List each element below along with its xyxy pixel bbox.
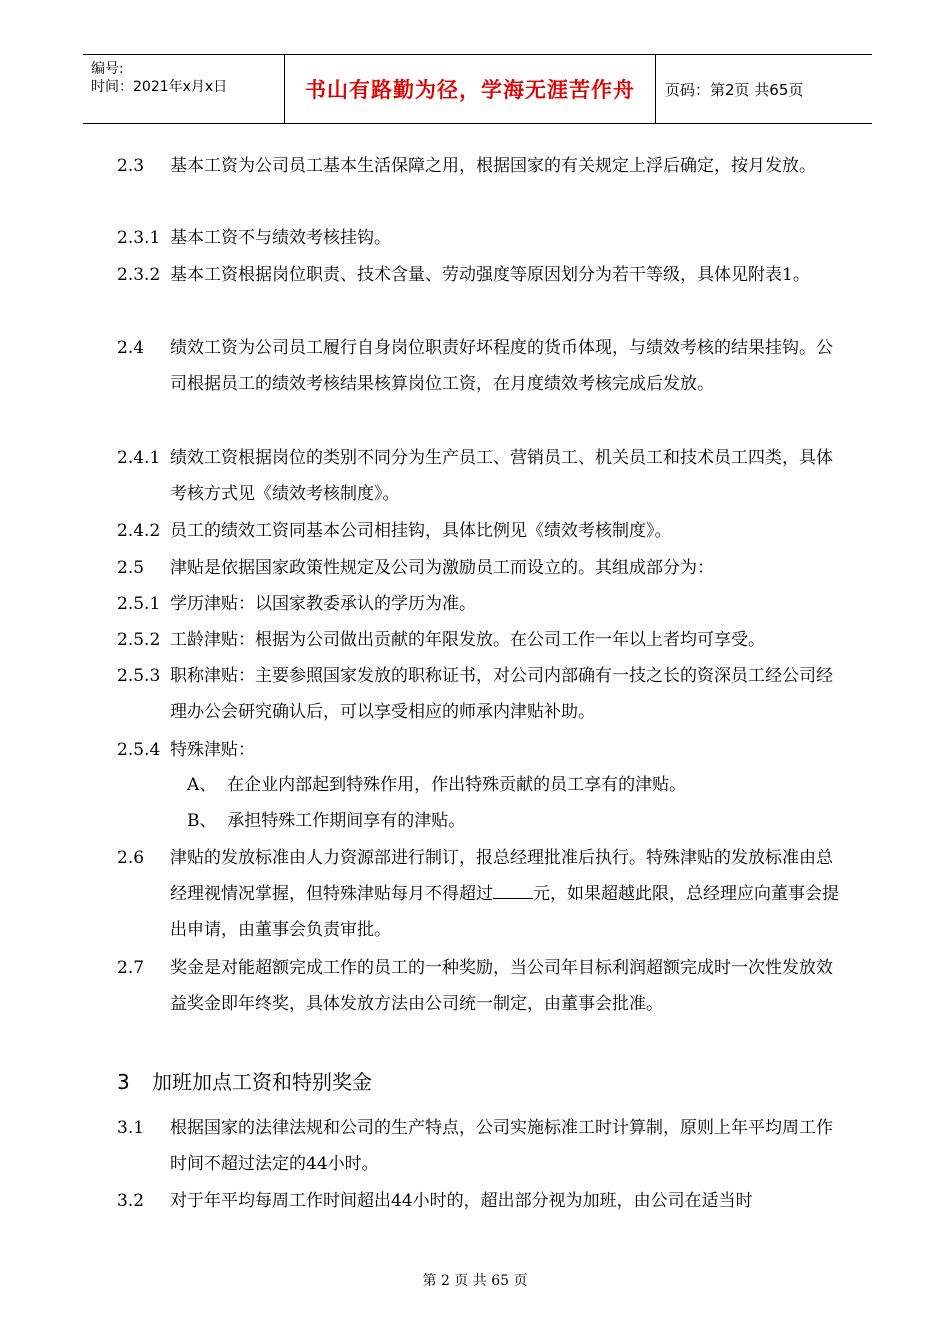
clause-number: 2.5.4: [117, 740, 161, 760]
clause-2-5-2: [117, 622, 847, 658]
clause-text: 基本工资为公司员工基本生活保障之用，根据国家的有关规定上浮后确定，按月发放。: [170, 156, 816, 176]
sub-item-text: 承担特殊工作期间享有的津贴。: [227, 811, 466, 831]
clause-number: 2.5.3: [117, 666, 161, 686]
clause-number: 2.4.2: [117, 521, 161, 541]
clause-2-4: [117, 330, 847, 402]
clause-2-6: [117, 840, 847, 948]
sub-item-label: B、: [187, 811, 217, 831]
section-title: 加班加点工资和特别奖金: [152, 1070, 372, 1094]
fill-in-blank: [493, 878, 533, 899]
header-meta: [83, 55, 283, 123]
clause-2-4-2: [117, 513, 847, 549]
clause-number: 2.5.1: [117, 594, 161, 614]
clause-2-4-1: [117, 440, 847, 512]
clause-text: 学历津贴：以国家教委承认的学历为准。: [170, 594, 476, 614]
header-page-info: 页码：第2页 共65页: [665, 80, 804, 99]
clause-2-3: [117, 148, 847, 184]
clause-3-2: [117, 1183, 847, 1219]
sub-item-label: A、: [187, 775, 217, 795]
section-number: 3: [117, 1070, 130, 1094]
clause-text: 职称津贴：主要参照国家发放的职称证书，对公司内部确有一技之长的资深员工经公司经理办公会研究确认后，可以享受相应的师承内津贴补助。: [170, 666, 833, 722]
clause-text: 津贴是依据国家政策性规定及公司为激励员工而设立的。其组成部分为：: [170, 558, 714, 578]
sub-item-text: 在企业内部起到特殊作用，作出特殊贡献的员工享有的津贴。: [227, 775, 687, 795]
clause-number: 2.3.2: [117, 265, 161, 285]
clause-number: 2.5.2: [117, 630, 161, 650]
clause-text-part-b: 元，如果超越此限，总经理应向董事会提出申请，由董事会负责审批。: [170, 884, 839, 940]
clause-2-3-1: [117, 220, 847, 256]
clause-text-part-a: 津贴的发放标准由人力资源部进行制订，报总经理批准后执行。特殊津贴的发放标准由总经理视情况掌握，但特殊津贴每月不得超过: [170, 848, 833, 904]
clause-text: 基本工资不与绩效考核挂钩。: [170, 228, 391, 248]
clause-number: 2.4.1: [117, 448, 161, 468]
clause-number: 2.4: [117, 338, 145, 358]
clause-2-3-2: [117, 257, 847, 293]
clause-3-1: [117, 1110, 847, 1182]
clause-text: 基本工资根据岗位职责、技术含量、劳动强度等原因划分为若干等级，具体见附表1。: [170, 265, 810, 285]
clause-2-7: [117, 950, 847, 1022]
clause-number: 2.5: [117, 558, 145, 578]
doc-number-label: 编号:: [91, 61, 124, 77]
header-motto: 书山有路勤为径，学海无涯苦作舟: [284, 55, 656, 123]
doc-date-label: 时间：2021年x月x日: [91, 79, 228, 95]
page-footer: 第 2 页 共 65 页: [422, 1273, 528, 1289]
clause-text: 工龄津贴：根据为公司做出贡献的年限发放。在公司工作一年以上者均可享受。: [170, 630, 765, 650]
section-heading: [117, 1066, 372, 1095]
clause-text: 奖金是对能超额完成工作的员工的一种奖励，当公司年目标利润超额完成时一次性发放效益奖金即年终奖，具体发放方法由公司统一制定，由董事会批准。: [170, 958, 833, 1014]
clause-2-5-1: [117, 586, 847, 622]
clause-text: [117, 840, 847, 948]
clause-2-5-3: [117, 658, 847, 730]
clause-number: 2.6: [117, 848, 145, 868]
clause-text: 根据国家的法律法规和公司的生产特点，公司实施标准工时计算制，原则上年平均周工作时间不超过法定的44小时。: [170, 1118, 833, 1174]
clause-number: 2.3.1: [117, 228, 161, 248]
clause-text: 对于年平均每周工作时间超出44小时的，超出部分视为加班，由公司在适当时: [170, 1191, 753, 1211]
clause-number: 3.1: [117, 1118, 145, 1138]
clause-text: 特殊津贴：: [170, 740, 255, 760]
clause-2-5-4: [117, 732, 847, 768]
clause-number: 3.2: [117, 1191, 145, 1211]
sub-item-a: [187, 767, 686, 803]
clause-text: 绩效工资根据岗位的类别不同分为生产员工、营销员工、机关员工和技术员工四类，具体考核方式见《绩效考核制度》。: [170, 448, 833, 504]
clause-text: 绩效工资为公司员工履行自身岗位职责好坏程度的货币体现，与绩效考核的结果挂钩。公司根据员工的绩效考核结果核算岗位工资，在月度绩效考核完成后发放。: [170, 338, 833, 394]
sub-item-b: [187, 803, 465, 839]
page-header: [83, 54, 872, 124]
clause-text: 员工的绩效工资同基本公司相挂钩，具体比例见《绩效考核制度》。: [170, 521, 672, 541]
clause-2-5: [117, 550, 847, 586]
clause-number: 2.7: [117, 958, 145, 978]
clause-number: 2.3: [117, 156, 145, 176]
